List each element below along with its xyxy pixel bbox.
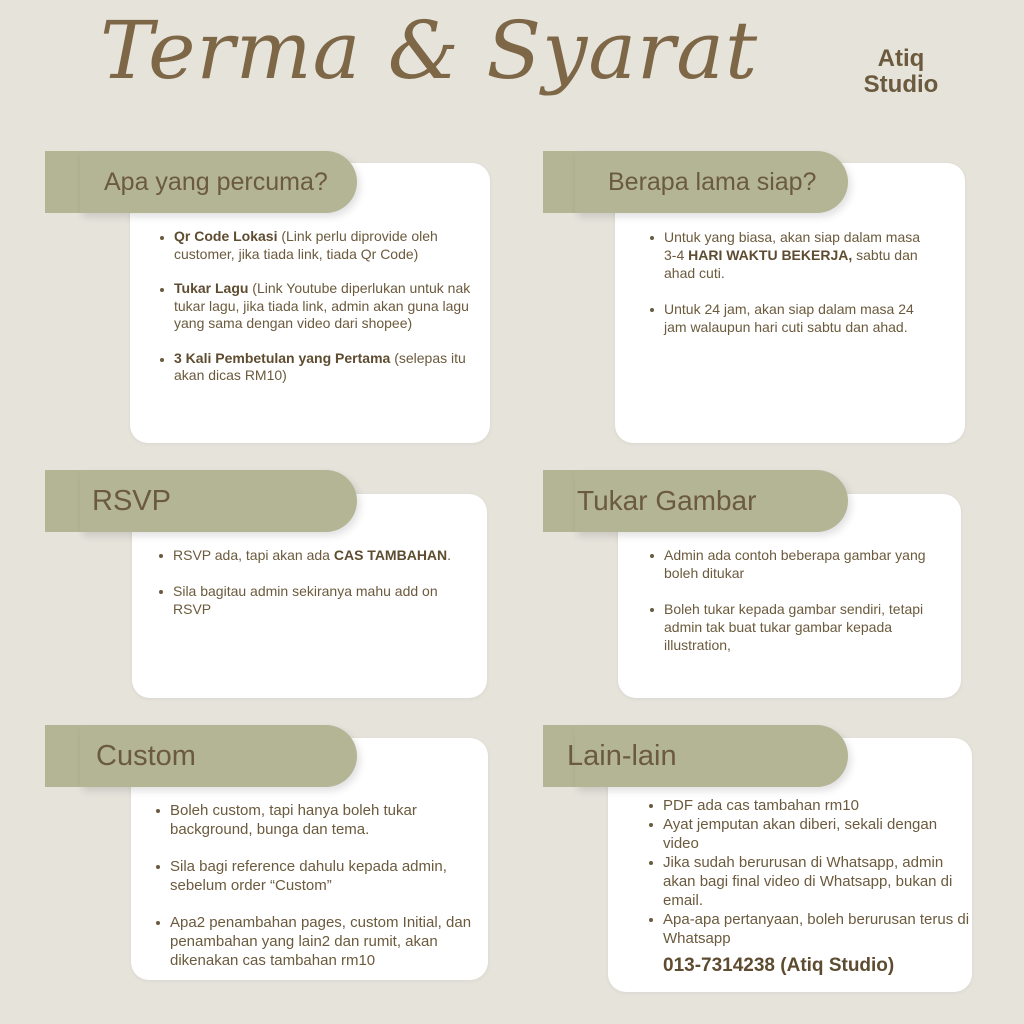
list-item: Untuk 24 jam, akan siap dalam masa 24 jam walaupun hari cuti sabtu dan ahad. xyxy=(664,300,934,336)
heading-rsvp xyxy=(80,470,357,532)
list-item: Jika sudah berurusan di Whatsapp, admin akan bagi final video di Whatsapp, bukan di email. xyxy=(663,853,973,910)
list-item: Qr Code Lokasi (Link perlu diprovide oleh customer, jika tiada link, tiada Qr Code) xyxy=(174,228,474,263)
brand-logo xyxy=(846,46,956,98)
list-item: Apa-apa pertanyaan, boleh berurusan terus di Whatsapp xyxy=(663,910,973,948)
heading-lain-label: Lain-lain xyxy=(567,739,677,772)
heading-gambar xyxy=(575,470,848,532)
list-custom xyxy=(154,801,488,970)
list-rsvp xyxy=(157,546,473,618)
heading-siap xyxy=(575,151,848,213)
heading-rsvp-label: RSVP xyxy=(92,484,171,517)
list-item: Sila bagi reference dahulu kepada admin, sebelum order “Custom” xyxy=(170,857,488,895)
list-item: PDF ada cas tambahan rm10 xyxy=(663,796,973,815)
page-title: Terma & Syarat xyxy=(100,4,759,97)
heading-percuma-label: Apa yang percuma? xyxy=(104,167,328,196)
list-item: Apa2 penambahan pages, custom Initial, dan penambahan yang lain2 dan rumit, akan dikenakan cas tambahan rm10 xyxy=(170,913,488,970)
heading-gambar-label: Tukar Gambar xyxy=(577,485,757,516)
heading-lain xyxy=(567,725,848,787)
list-item: Sila bagitau admin sekiranya mahu add on RSVP xyxy=(173,582,473,618)
contact-phone: 013-7314238 (Atiq Studio) xyxy=(663,955,895,976)
list-siap xyxy=(648,228,934,336)
list-gambar xyxy=(648,546,934,654)
list-item: Ayat jemputan akan diberi, sekali dengan video xyxy=(663,815,973,853)
heading-percuma xyxy=(80,151,357,213)
list-item: RSVP ada, tapi akan ada CAS TAMBAHAN. xyxy=(173,546,473,564)
list-item: Admin ada contoh beberapa gambar yang boleh ditukar xyxy=(664,546,934,582)
list-percuma xyxy=(158,228,474,385)
list-item: Tukar Lagu (Link Youtube diperlukan untuk nak tukar lagu, jika tiada link, admin akan guna lagu yang sama dengan video dari shopee) xyxy=(174,280,474,333)
list-item: Boleh tukar kepada gambar sendiri, tetapi admin tak buat tukar gambar kepada illustration, xyxy=(664,600,934,654)
list-item: 3 Kali Pembetulan yang Pertama (selepas itu akan dicas RM10) xyxy=(174,350,474,385)
heading-custom xyxy=(80,725,357,787)
list-item: Untuk yang biasa, akan siap dalam masa 3-4 HARI WAKTU BEKERJA, sabtu dan ahad cuti. xyxy=(664,228,934,282)
list-lain xyxy=(647,796,973,948)
brand-line-1: Atiq xyxy=(877,45,925,72)
brand-line-2: Studio xyxy=(863,71,939,98)
list-item: Boleh custom, tapi hanya boleh tukar background, bunga dan tema. xyxy=(170,801,488,839)
heading-siap-label: Berapa lama siap? xyxy=(608,167,817,196)
heading-custom-label: Custom xyxy=(96,739,196,772)
